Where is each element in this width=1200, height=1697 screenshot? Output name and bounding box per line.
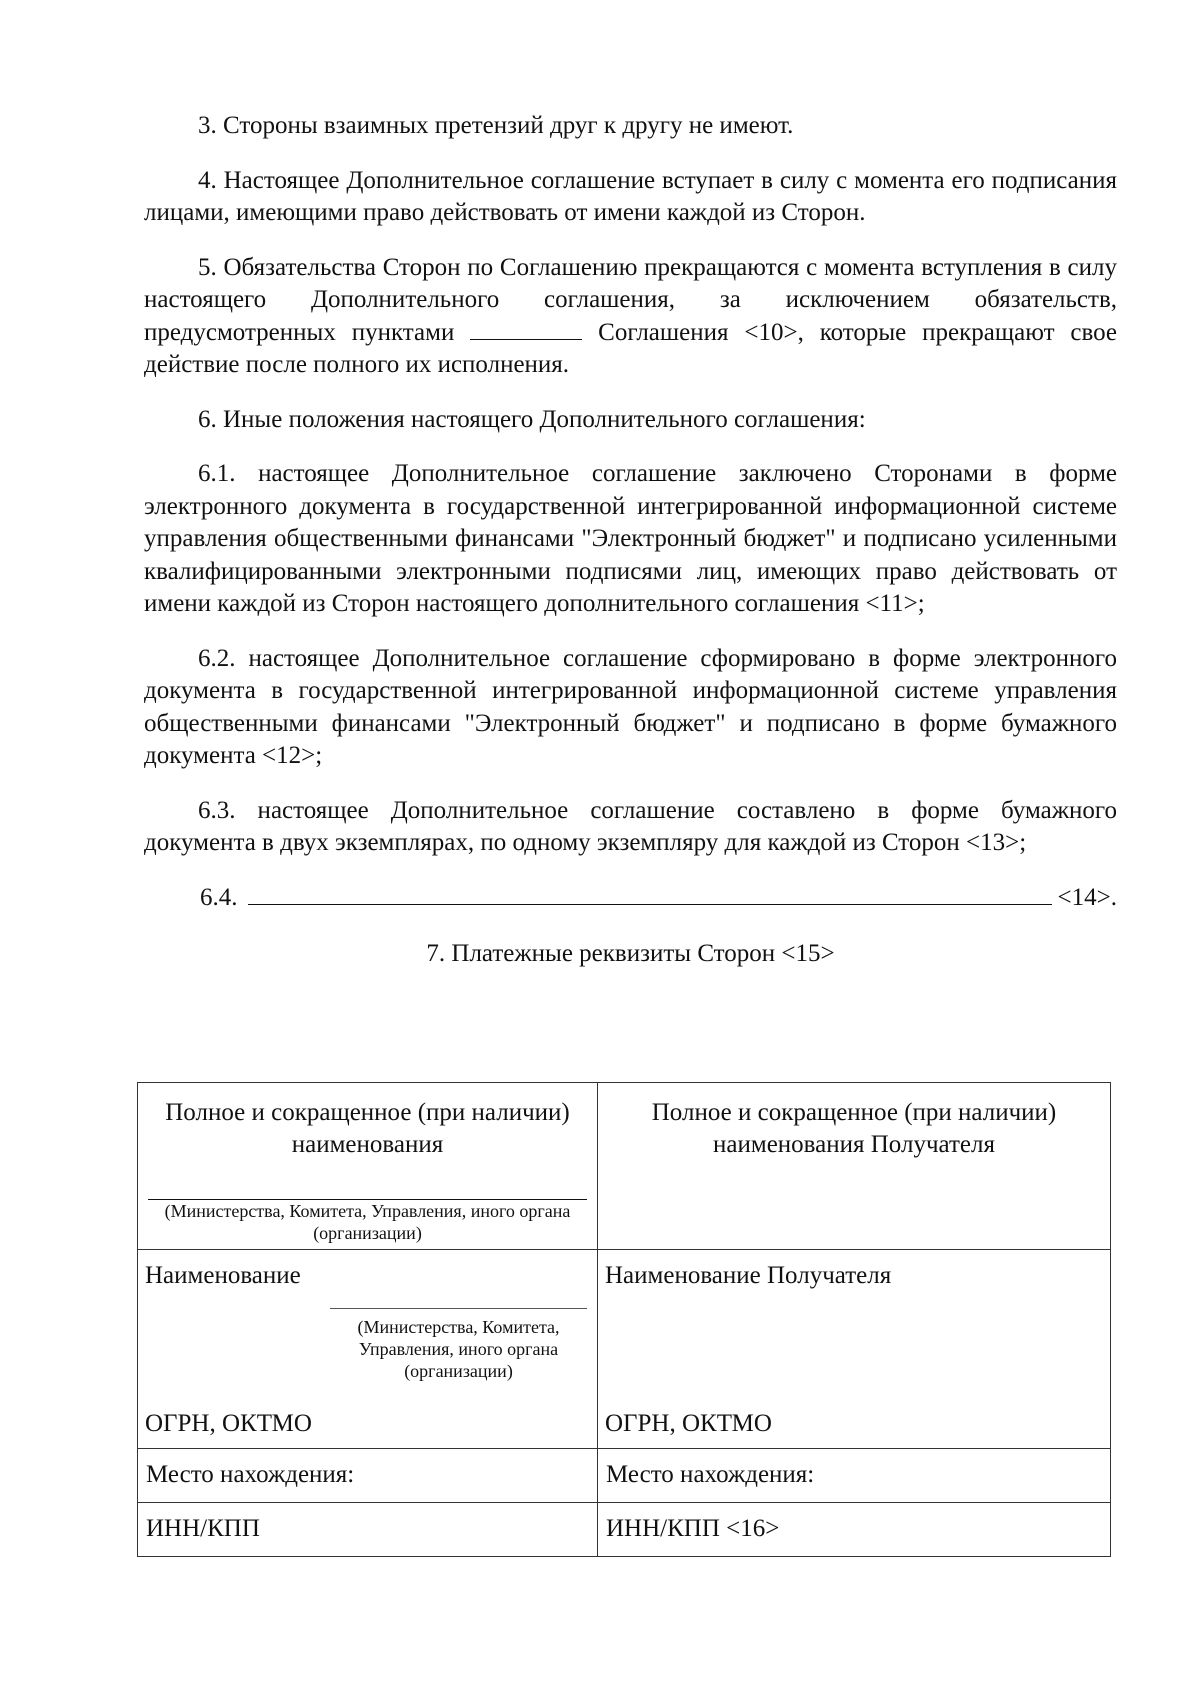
paragraph-5-start: 5. Обязательства Сторон по Соглашению прекращаются с момента вступления в силу настоящего Дополнительного соглашения, за исключением обязательств, предусмотренных пунктами [144,253,1117,346]
table-row-headers [138,1083,1111,1250]
left-name-note: (Министерства, Комитета, Управления, иного органа (организации) [357,1317,560,1381]
right-inn-cell [598,1503,1111,1557]
section-7-title: 7. Платежные реквизиты Сторон <15> [426,940,835,967]
payment-details-table [137,1082,1111,1557]
paragraph-6-2: 6.2. настоящее Дополнительное соглашение сформировано в форме электронного документа в государственной интегрированной информационной системе управления общественными финансами "Электронный бюджет" и подписано в форме бумажного документа <12>; [144,644,1117,769]
table-row-names [138,1250,1111,1449]
left-ogrn-label: ОГРН, ОКТМО [145,1410,312,1437]
left-inn-label: ИНН/КПП [146,1515,260,1542]
right-header-text: Полное и сокращенное (при наличии) наименования Получателя [651,1099,1057,1158]
paragraph-5-end: Соглашения <10>, которые прекращают свое действие после полного их исполнения. [144,318,1118,378]
right-address-cell [598,1449,1111,1503]
left-address-cell [138,1449,598,1503]
right-ogrn-label: ОГРН, ОКТМО [605,1410,772,1437]
right-name-cell [598,1250,1111,1449]
left-header-text: Полное и сокращенное (при наличии) наименования [165,1099,570,1158]
document-body [144,110,1117,995]
paragraph-4: 4. Настоящее Дополнительное соглашение вступает в силу с момента его подписания лицами, имеющими право действовать от имени каждой из Сторон. [144,166,1117,226]
paragraph-6-3: 6.3. настоящее Дополнительное соглашение составлено в форме бумажного документа в двух экземплярах, по одному экземпляру для каждой из Сторон <13>; [144,796,1117,856]
right-inn-label: ИНН/КПП <16> [606,1515,780,1542]
paragraph-6-4-label: 6.4. [200,883,238,911]
paragraph-6-1: 6.1. настоящее Дополнительное соглашение заключено Сторонами в форме электронного документа в государственной интегрированной информационной системе управления общественными финансами "Электронный бюджет" и подписано усиленными квалифицированными электронными подписями лиц, имеющих право действовать от имени каждой из Сторон настоящего дополнительного соглашения <11>; [144,460,1117,617]
paragraph-6-4-ref: <14>. [1057,883,1117,911]
left-header-cell [138,1083,598,1250]
paragraph-5 [144,252,1117,382]
blank-line-points [470,317,582,340]
table-row-inn [138,1503,1111,1557]
table-row-address [138,1449,1111,1503]
left-name-label: Наименование [145,1262,301,1289]
left-header-note: (Министерства, Комитета, Управления, иного органа (организации) [164,1201,571,1243]
right-name-label: Наименование Получателя [605,1262,892,1289]
paragraph-3: 3. Стороны взаимных претензий друг к другу не имеют. [198,112,794,139]
blank-line-6-4 [248,884,1052,905]
paragraph-6: 6. Иные положения настоящего Дополнительного соглашения: [198,405,866,433]
left-address-label: Место нахождения: [146,1461,355,1488]
left-name-cell [138,1250,598,1449]
left-inn-cell [138,1503,598,1557]
left-name-fill-line [330,1308,587,1309]
right-address-label: Место нахождения: [606,1461,815,1488]
paragraph-6-4 [144,882,1117,915]
right-header-cell [598,1083,1111,1250]
